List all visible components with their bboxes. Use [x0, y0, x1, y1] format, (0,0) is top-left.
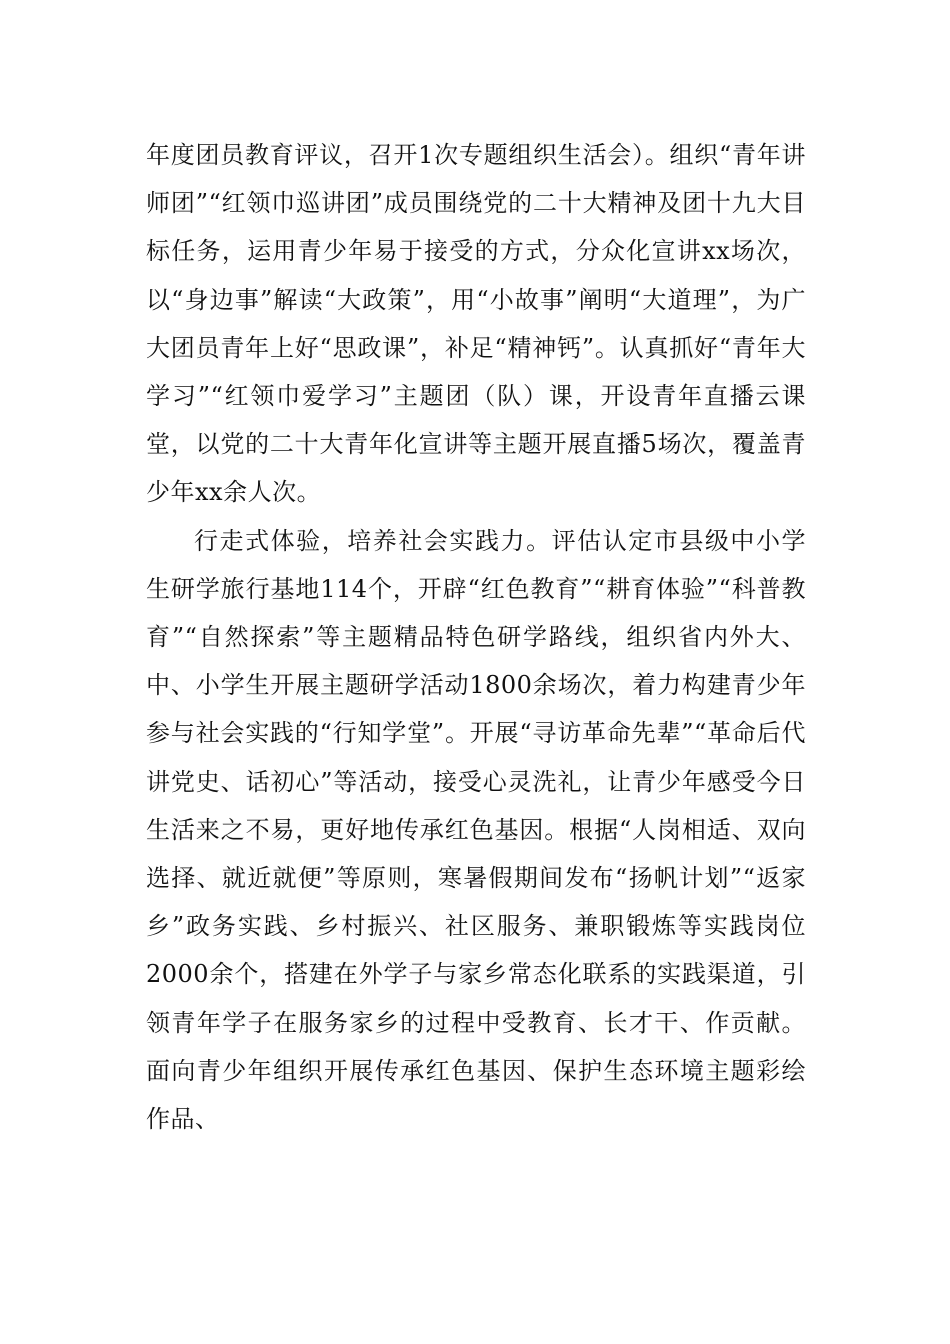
paragraph-continued: 年度团员教育评议，召开1次专题组织生活会）。组织“青年讲师团”“红领巾巡讲团”成员围绕党的二十大精神及团十九大目标任务，运用青少年易于接受的方式，分众化宣讲xx场次，以“身边事”解读“大政策”，用“小故事”阐明“大道理”，为广大团员青年上好“思政课”，补足“精神钙”。认真抓好“青年大学习”“红领巾爱学习”主题团（队）课，开设青年直播云课堂，以党的二十大青年化宣讲等主题开展直播5场次，覆盖青少年xx余人次。 — [146, 141, 806, 507]
document-body — [146, 131, 806, 1143]
paragraph-social-practice: 行走式体验，培养社会实践力。评估认定市县级中小学生研学旅行基地114个，开辟“红色教育”“耕育体验”“科普教育”“自然探索”等主题精品特色研学路线，组织省内外大、中、小学生开展主题研学活动1800余场次，着力构建青少年参与社会实践的“行知学堂”。开展“寻访革命先辈”“革命后代讲党史、话初心”等活动，接受心灵洗礼，让青少年感受今日生活来之不易，更好地传承红色基因。根据“人岗相适、双向选择、就近就便”等原则，寒暑假期间发布“扬帆计划”“返家乡”政务实践、乡村振兴、社区服务、兼职锻炼等实践岗位2000余个，搭建在外学子与家乡常态化联系的实践渠道，引领青年学子在服务家乡的过程中受教育、长才干、作贡献。面向青少年组织开展传承红色基因、保护生态环境主题彩绘作品、 — [146, 526, 806, 1134]
